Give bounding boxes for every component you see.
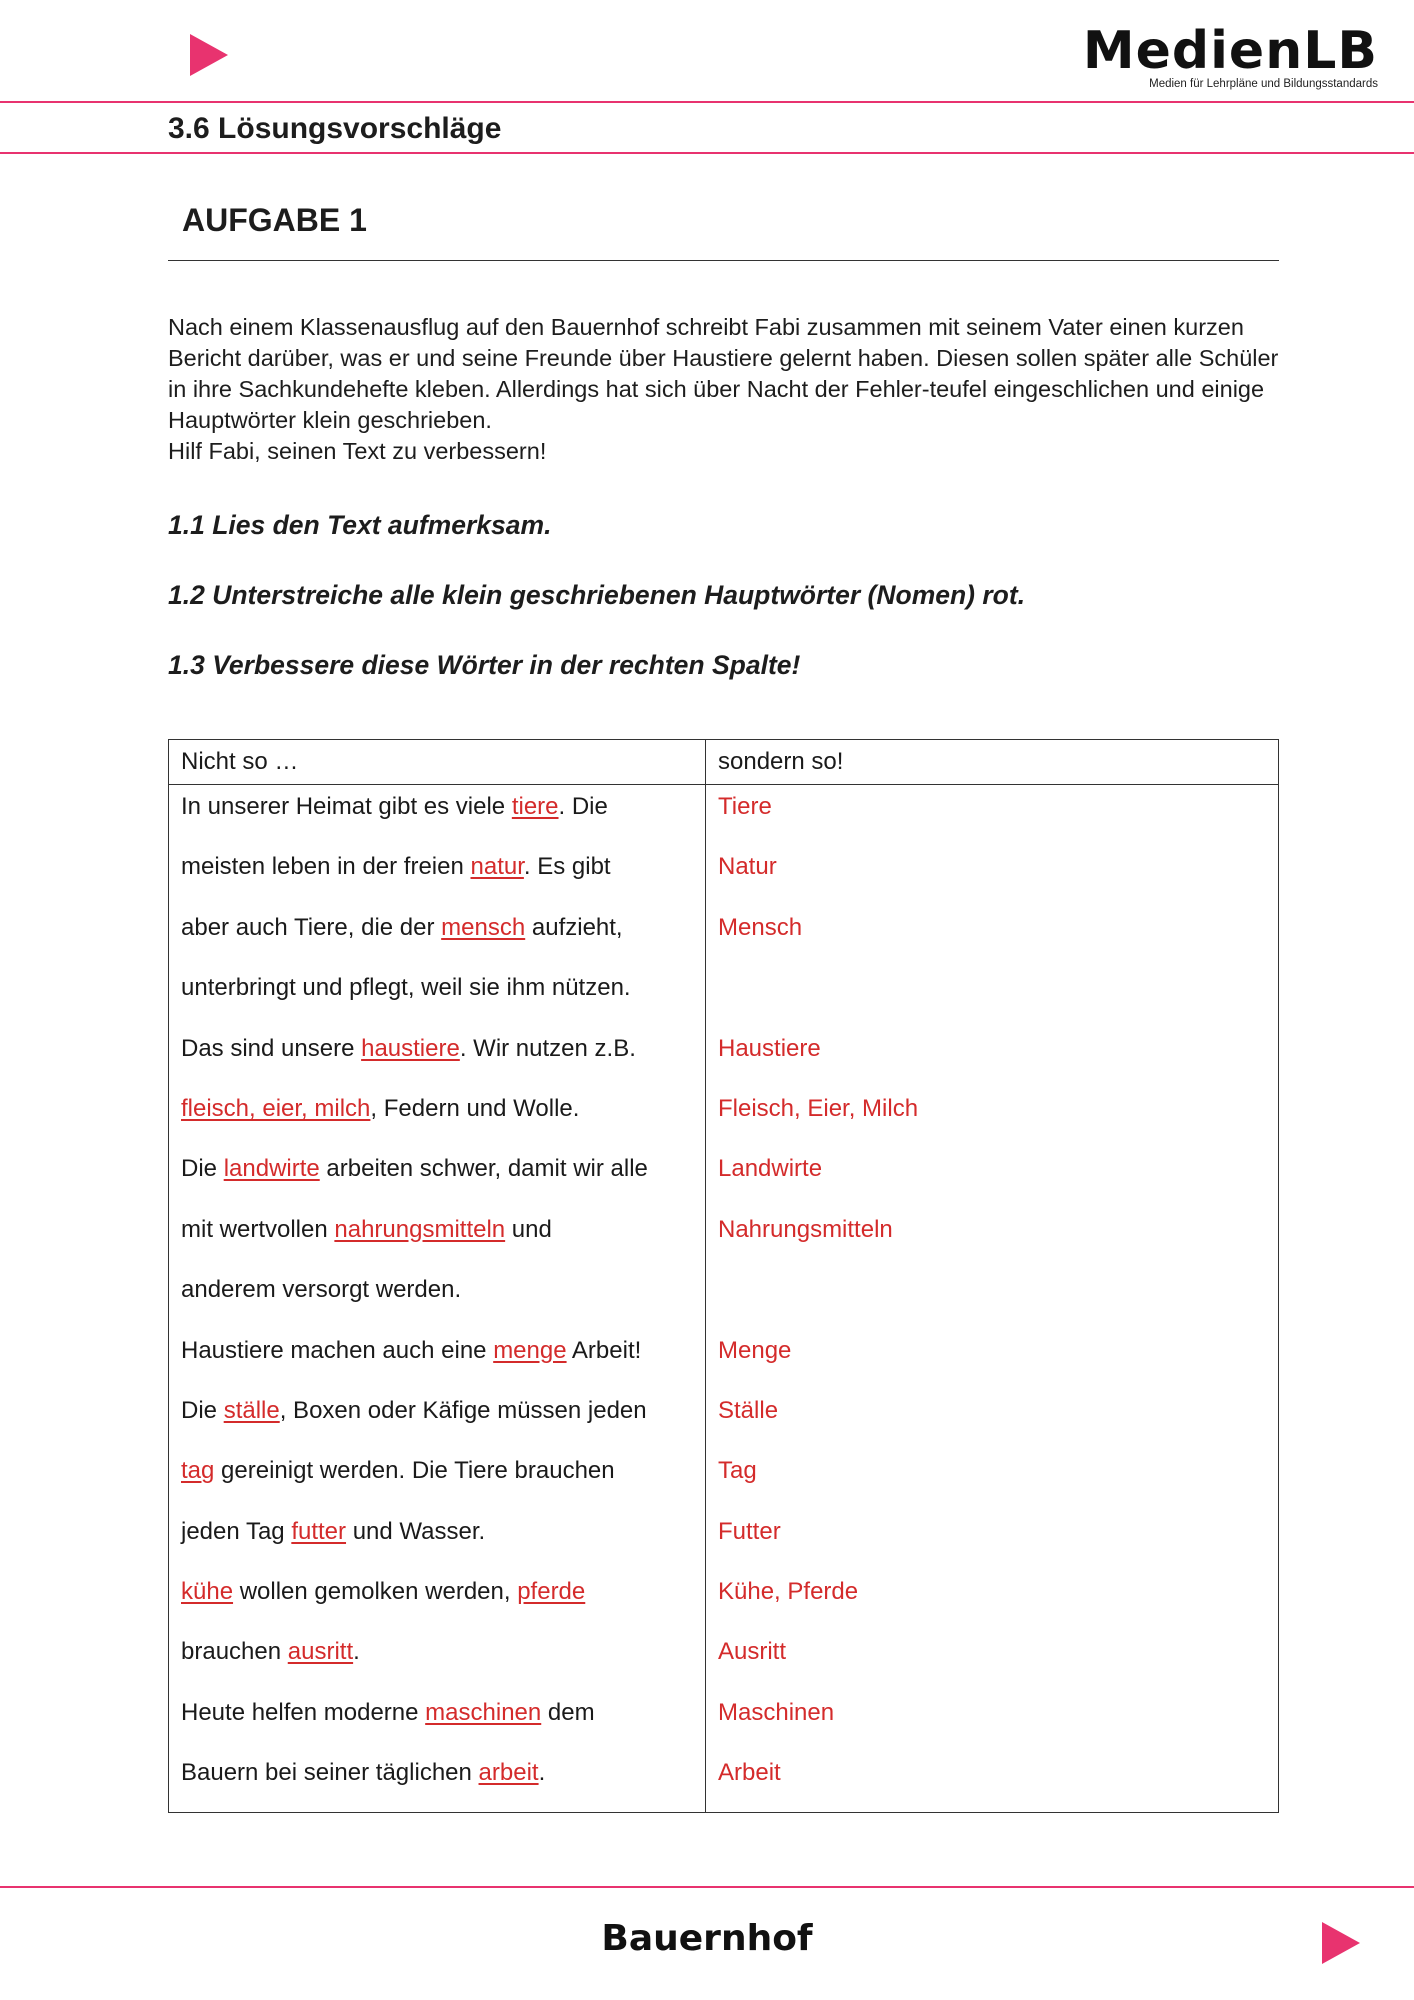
corrected-word: Fleisch, Eier, Milch	[718, 1094, 919, 1122]
text-segment: wollen gemolken werden,	[233, 1578, 518, 1606]
text-line	[181, 1329, 693, 1389]
underlined-error-word: nahrungsmitteln	[334, 1215, 506, 1243]
text-line	[181, 1510, 693, 1570]
underlined-error-word: ställe	[223, 1396, 280, 1424]
text-segment: Das sind unsere	[181, 1034, 362, 1062]
task-divider	[168, 260, 1279, 261]
corrected-words-column	[706, 785, 1279, 1813]
header-divider-top	[0, 101, 1414, 103]
text-segment: .	[353, 1638, 360, 1666]
underlined-error-word: natur	[470, 853, 524, 881]
text-line	[181, 966, 693, 1026]
underlined-error-word: maschinen	[425, 1698, 542, 1726]
corrected-word: Landwirte	[718, 1155, 823, 1183]
corrected-word: Haustiere	[718, 1034, 821, 1062]
corrected-word	[718, 966, 1266, 1026]
underlined-error-word: pferde	[517, 1578, 586, 1606]
text-segment: Die	[181, 1155, 224, 1183]
corrected-word: Tag	[718, 1457, 757, 1485]
logo-text: MedienLB	[1082, 21, 1378, 81]
text-segment: , Boxen oder Käfige müssen jeden	[279, 1396, 647, 1424]
text-line	[181, 1389, 693, 1449]
play-arrow-icon	[1322, 1922, 1360, 1964]
underlined-error-word: fleisch, eier, milch	[181, 1094, 371, 1122]
corrected-word	[718, 1268, 1266, 1328]
text-segment: jeden Tag	[181, 1517, 292, 1545]
corrected-word: Nahrungsmitteln	[718, 1215, 893, 1243]
text-line	[181, 906, 693, 966]
text-segment: meisten leben in der freien	[181, 853, 471, 881]
underlined-error-word: tiere	[511, 793, 559, 820]
text-segment: . Die	[558, 793, 608, 820]
text-line	[181, 1027, 693, 1087]
logo	[1082, 21, 1378, 90]
corrected-word: Futter	[718, 1517, 781, 1545]
corrected-word: Mensch	[718, 913, 803, 941]
text-segment: brauchen	[181, 1638, 288, 1666]
text-line	[181, 1147, 693, 1207]
underlined-error-word: arbeit	[478, 1759, 539, 1787]
corrected-word: Tiere	[718, 793, 772, 820]
solution-table	[168, 739, 1279, 1813]
corrected-word: Kühe, Pferde	[718, 1578, 859, 1606]
corrected-word: Natur	[718, 853, 777, 881]
table-header-row	[169, 740, 1279, 785]
play-arrow-icon	[190, 34, 228, 76]
text-segment: dem	[541, 1698, 595, 1726]
text-segment: In unserer Heimat gibt es viele	[181, 793, 512, 820]
logo-subtitle: Medien für Lehrpläne und Bildungsstandards	[1149, 78, 1378, 90]
column-header-correct: sondern so!	[706, 740, 1279, 785]
text-segment: Haustiere machen auch eine	[181, 1336, 494, 1364]
text-line	[181, 1268, 693, 1328]
step-1-3: 1.3 Verbessere diese Wörter in der rechten Spalte!	[168, 650, 801, 680]
underlined-error-word: futter	[291, 1517, 347, 1545]
section-title: 3.6 Lösungsvorschläge	[168, 112, 502, 145]
underlined-error-word: mensch	[441, 913, 526, 941]
underlined-error-word: kühe	[181, 1578, 234, 1606]
text-segment: und	[505, 1215, 552, 1243]
table-body-row	[169, 785, 1279, 1813]
text-segment: anderem versorgt werden.	[181, 1276, 462, 1304]
task-title: AUFGABE 1	[182, 202, 367, 238]
text-line	[181, 1087, 693, 1147]
text-segment: , Federn und Wolle.	[370, 1094, 580, 1122]
intro-call-to-action: Hilf Fabi, seinen Text zu verbessern!	[168, 438, 547, 464]
text-line	[181, 1691, 693, 1751]
underlined-error-word: menge	[493, 1336, 567, 1364]
text-segment: Heute helfen moderne	[181, 1698, 426, 1726]
text-segment: . Wir nutzen z.B.	[459, 1034, 636, 1062]
text-segment: gereinigt werden. Die Tiere brauchen	[214, 1457, 615, 1485]
underlined-error-word: landwirte	[223, 1155, 320, 1183]
step-1-1: 1.1 Lies den Text aufmerksam.	[168, 510, 552, 540]
corrected-word: Ställe	[718, 1396, 779, 1424]
header-divider-bottom	[0, 152, 1414, 154]
underlined-error-word: tag	[181, 1457, 215, 1485]
text-segment: . Es gibt	[523, 853, 611, 881]
footer-title: Bauernhof	[601, 1918, 813, 1959]
corrected-word: Menge	[718, 1336, 792, 1364]
text-segment: arbeiten schwer, damit wir alle	[319, 1155, 648, 1183]
text-segment: mit wertvollen	[181, 1215, 335, 1243]
wrong-text-column	[169, 785, 706, 1813]
text-line	[181, 1630, 693, 1690]
text-line	[181, 1449, 693, 1509]
intro-text	[168, 312, 1288, 467]
text-line	[181, 1751, 693, 1811]
text-segment: Arbeit!	[566, 1336, 642, 1364]
corrected-word: Maschinen	[718, 1698, 835, 1726]
intro-paragraph: Nach einem Klassenausflug auf den Bauernhof schreibt Fabi zusammen mit seinem Vater einen kurzen Bericht darüber, was er und seine Freunde über Haustiere gelernt haben. Diesen sollen später alle Schüler in ihre Sachkundehefte kleben. Allerdings hat sich über Nacht der Fehler-teufel eingeschlichen und einige Hauptwörter klein geschrieben.	[168, 314, 1279, 433]
text-segment: Die	[181, 1396, 224, 1424]
step-1-2: 1.2 Unterstreiche alle klein geschriebenen Hauptwörter (Nomen) rot.	[168, 580, 1026, 610]
column-header-wrong: Nicht so …	[169, 740, 706, 785]
text-line	[181, 1208, 693, 1268]
corrected-word: Arbeit	[718, 1759, 781, 1787]
text-segment: Bauern bei seiner täglichen	[181, 1759, 479, 1787]
text-line	[181, 1570, 693, 1630]
text-segment: aufzieht,	[525, 913, 623, 941]
text-segment: .	[538, 1759, 546, 1787]
text-segment: und Wasser.	[346, 1517, 486, 1545]
text-line	[181, 845, 693, 905]
text-segment: unterbringt und pflegt, weil sie ihm nützen.	[181, 974, 631, 1002]
underlined-error-word: ausritt	[287, 1638, 354, 1666]
text-line	[181, 785, 693, 845]
underlined-error-word: haustiere	[361, 1034, 460, 1062]
footer-divider	[0, 1886, 1414, 1888]
text-segment: aber auch Tiere, die der	[181, 913, 442, 941]
corrected-word: Ausritt	[718, 1638, 787, 1666]
